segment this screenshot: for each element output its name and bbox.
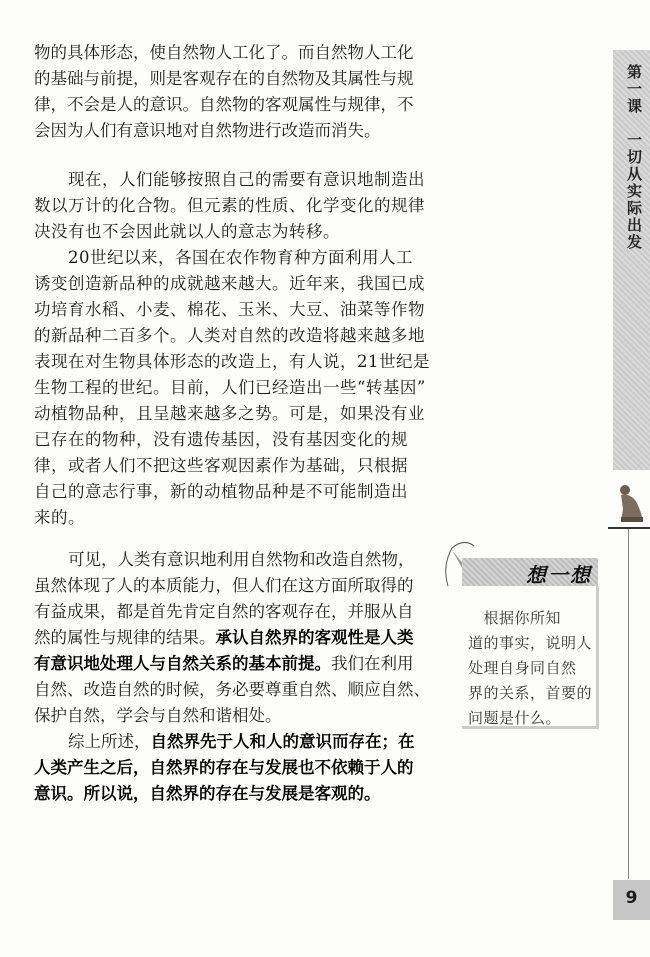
text-line (34, 271, 429, 297)
text-segment: 现在，人们能够按照自己的需要有意识地制造出 (68, 170, 425, 189)
text-segment: 来的。 (34, 508, 85, 527)
lesson-label: 第一课 (625, 64, 643, 115)
think-line: 处理自身同自然 (468, 659, 577, 677)
text-line (34, 729, 429, 755)
bold-text: 承认自然界的客观性是人类 (215, 628, 414, 647)
text-segment: 自然、改造自然的时候，务必要尊重自然、顺应自然、 (34, 680, 430, 699)
text-line (34, 66, 429, 92)
text-line (34, 573, 429, 599)
text-segment: 已存在的物种，没有遗传基因，没有基因变化的规 (34, 430, 408, 449)
text-line (34, 297, 429, 323)
text-segment: 会因为人们有意识地对自然物进行改造而消失。 (34, 121, 381, 140)
paragraph-continuation (34, 40, 429, 144)
text-segment: 有益成果，都是首先肯定自然的客观存在，并服从自 (34, 602, 414, 621)
text-segment: 保护自然，学会与自然和谐相处。 (34, 706, 282, 725)
text-line (34, 92, 429, 118)
text-line (34, 219, 429, 245)
text-segment: 表现在对生物具体形态的改造上，有人说，21世纪是 (34, 352, 430, 371)
paragraph-conclusion (34, 547, 429, 807)
think-line: 根据你所知 (468, 609, 562, 627)
divider (608, 527, 650, 529)
thinker-statue-icon (615, 483, 645, 523)
text-segment: 功培育水稻、小麦、棉花、玉米、大豆、油菜等作物 (34, 300, 425, 319)
think-line: 道的事实，说明人 (468, 634, 593, 652)
text-segment: 数以万计的化合物。但元素的性质、化学变化的规律 (34, 196, 425, 215)
text-line (34, 323, 429, 349)
bold-text: 有意识地处理人与自然关系的基本前提。 (34, 654, 331, 673)
think-about-box (440, 536, 600, 732)
text-segment: 自己的意志行事，新的动植物品种是不可能制造出 (34, 482, 408, 501)
bold-text: 人类产生之后，自然界的存在与发展也不依赖于人的 (34, 758, 414, 777)
text-line (34, 703, 429, 729)
text-segment: 综上所述， (68, 732, 151, 751)
bold-text: 自然界先于人和人的意识而存在；在 (150, 732, 415, 751)
text-line (34, 651, 429, 677)
text-segment: 决没有也不会因此就以人的意志为转移。 (34, 222, 340, 241)
margin-rule (628, 529, 629, 879)
text-line (34, 40, 429, 66)
text-line (34, 453, 429, 479)
text-segment: 然的属性与规律的结果。 (34, 628, 216, 647)
text-segment: 物的具体形态，使自然物人工化了。而自然物人工化 (34, 43, 414, 62)
text-segment: 的新品种二百多个。人类对自然的改造将越来越多地 (34, 326, 425, 345)
paragraph-examples (34, 167, 429, 531)
text-line (34, 401, 429, 427)
text-segment: 动植物品种，且呈越来越多之势。可是，如果没有业 (34, 404, 425, 423)
text-segment: 律，不会是人的意识。自然物的客观属性与规律，不 (34, 95, 414, 114)
text-line (34, 479, 429, 505)
chapter-side-tab (613, 50, 650, 470)
text-line (34, 375, 429, 401)
think-question (468, 606, 594, 731)
text-segment: 诱变创造新品种的成就越来越大。近年来，我国已成 (34, 274, 425, 293)
think-line: 问题是什么。 (468, 709, 562, 727)
text-line (34, 547, 429, 573)
text-line (34, 118, 429, 144)
text-segment: 虽然体现了人的本质能力，但人们在这方面所取得的 (34, 576, 414, 595)
text-line (34, 349, 429, 375)
page-number-box (613, 880, 650, 920)
text-line (34, 625, 429, 651)
text-line (34, 245, 429, 271)
think-line: 界的关系，首要的 (468, 684, 593, 702)
text-line (34, 677, 429, 703)
text-segment: 20世纪以来，各国在农作物育种方面利用人工 (68, 248, 413, 267)
lesson-title: 一切从实际出发 (625, 132, 643, 251)
text-line (34, 167, 429, 193)
text-segment: 我们在利用 (331, 654, 414, 673)
page-number: 9 (625, 888, 638, 908)
text-segment: 的基础与前提，则是客观存在的自然物及其属性与规 (34, 69, 414, 88)
text-line (34, 755, 429, 781)
text-segment: 生物工程的世纪。目前，人们已经造出一些“转基因” (34, 378, 426, 397)
think-banner (462, 558, 598, 586)
bold-text: 意识。所以说，自然界的存在与发展是客观的。 (34, 784, 381, 803)
text-line (34, 781, 429, 807)
text-line (34, 599, 429, 625)
text-line (34, 193, 429, 219)
think-title: 想一想 (526, 563, 592, 587)
text-line (34, 427, 429, 453)
text-segment: 可见，人类有意识地利用自然物和改造自然物， (68, 550, 415, 569)
text-line (34, 505, 429, 531)
text-segment: 律，或者人们不把这些客观因素作为基础，只根据 (34, 456, 408, 475)
